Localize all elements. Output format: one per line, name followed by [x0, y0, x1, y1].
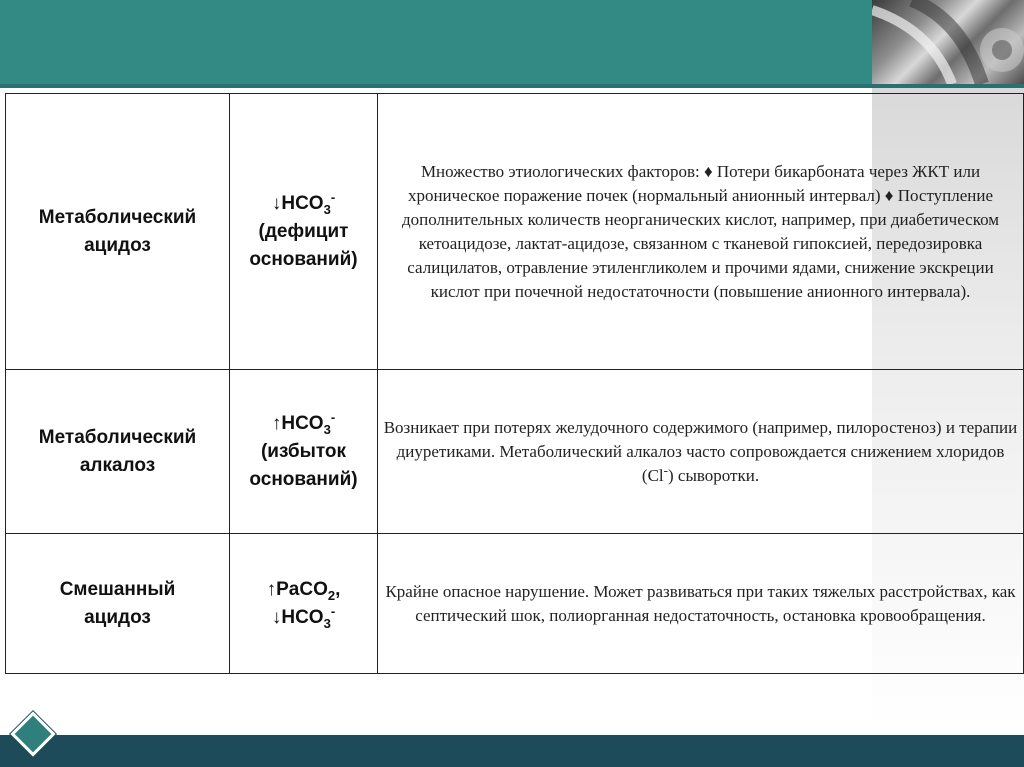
condition-name-cont: ацидоз: [84, 606, 151, 628]
change-cell: [230, 94, 378, 370]
table-row: [6, 94, 1024, 370]
condition-name-cont: ацидоз: [84, 234, 151, 256]
description-text: Множество этиологических факторов: ♦ Потери бикарбоната через ЖКТ или хроническое поражение почек (нормальный анионный интервал) ♦ Поступление дополнительных количеств неорганических кислот, например, при диабетическом кетоацидозе, лактат-ацидозе, связанном с тканевой гипоксией, передозировка салицилатов, отравление этиленгликолем и прочими ядами, снижение экскреции кислот при почечной недостаточности (повышение анионного интервала).: [401, 161, 1000, 301]
change-value: $↑HCO_3^-$: [271, 409, 336, 437]
condition-name-cont: алкалоз: [79, 454, 156, 476]
description-text: Крайне опасное нарушение. Может развиваться при таких тяжелых расстройствах, как септический шок, полиорганная недостаточность, остановка кровообращения.: [385, 581, 1016, 625]
acid-base-table: [5, 93, 1024, 674]
change-value: ↑PaCO$_2$,: [266, 578, 341, 603]
change-note-cont: оснований): [249, 248, 358, 270]
description-cell: [378, 94, 1024, 370]
change-note: (дефицит: [258, 220, 349, 242]
footer-bar: [0, 735, 1024, 767]
change-cell: [230, 370, 378, 534]
description-text: Возникает при потерях желудочного содержимого (например, пилоростеноз) и терапии диуретиками. Метаболический алкалоз часто сопровождается снижением хлоридов (Cl-) сыворотки.: [383, 417, 1018, 485]
description-cell: [378, 370, 1024, 534]
header-bar: [0, 0, 1024, 84]
condition-cell: [6, 534, 230, 674]
table-row: [6, 370, 1024, 534]
condition-cell: [6, 370, 230, 534]
condition-name: Метаболический: [38, 426, 197, 448]
table-row: [6, 534, 1024, 674]
decorative-corner-image: [872, 0, 1024, 84]
change-note: (избыток: [260, 440, 347, 462]
change-value: $↓HCO_3^-$: [271, 189, 336, 217]
description-cell: [378, 534, 1024, 674]
condition-cell: [6, 94, 230, 370]
header-divider: [0, 84, 1024, 88]
decorative-pipe-graphic: [872, 0, 1024, 84]
condition-name: Смешанный: [59, 578, 176, 600]
change-note-cont: оснований): [249, 468, 358, 490]
change-cell: [230, 534, 378, 674]
condition-name: Метаболический: [38, 206, 197, 228]
change-value-second: $↓HCO_3^-$: [271, 603, 336, 631]
